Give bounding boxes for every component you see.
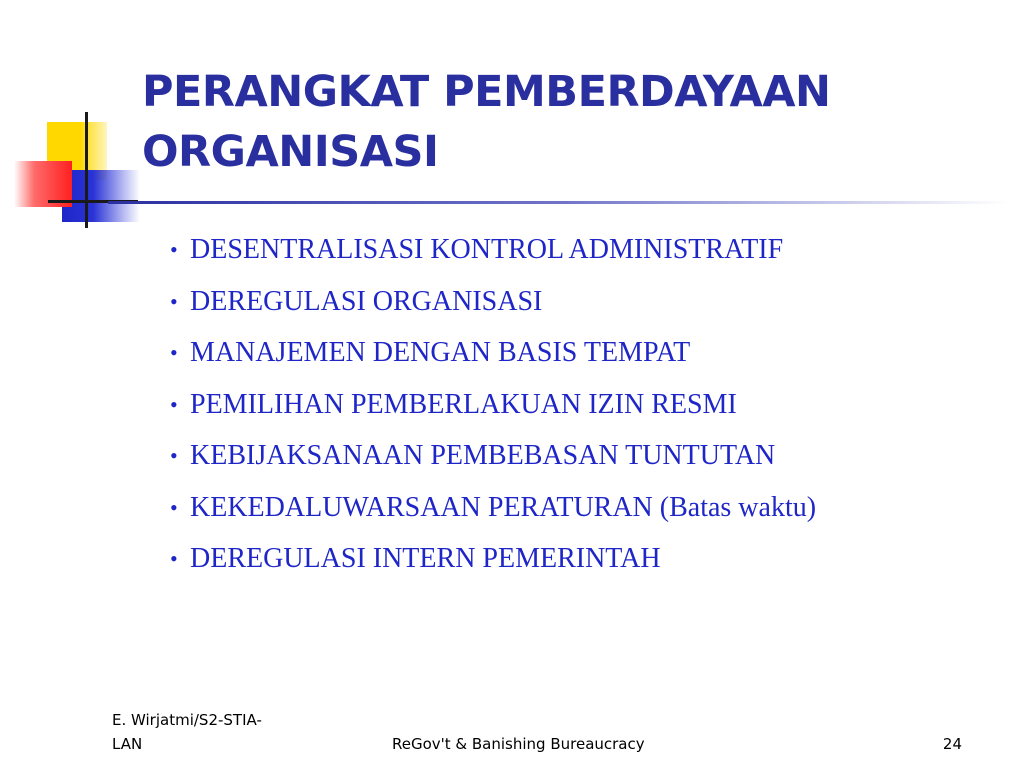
bullet-item — [170, 228, 816, 280]
bullet-dot-icon: • — [170, 546, 178, 571]
bullet-text: MANAJEMEN DENGAN BASIS TEMPAT — [190, 337, 691, 368]
bullet-text: KEKEDALUWARSAAN PERATURAN (Batas waktu) — [190, 491, 817, 523]
bullet-text: DESENTRALISASI KONTROL ADMINISTRATIF — [190, 234, 784, 265]
bullet-item — [170, 383, 816, 435]
footer-center-text: ReGov't & Banishing Bureaucracy — [392, 735, 645, 753]
slide-title — [142, 62, 1012, 182]
title-line-2: ORGANISASI — [142, 127, 439, 177]
bullet-text: PEMILIHAN PEMBERLAKUAN IZIN RESMI — [190, 388, 737, 420]
bullet-item — [170, 486, 816, 538]
bullet-dot-icon: • — [170, 391, 178, 417]
title-underline — [108, 201, 1008, 204]
bullet-text: KEBIJAKSANAAN PEMBEBASAN TUNTUTAN — [190, 440, 776, 471]
bullet-item — [170, 434, 816, 486]
bullet-text: DEREGULASI INTERN PEMERINTAH — [190, 543, 661, 574]
bullet-item — [170, 331, 816, 383]
bullet-item — [170, 537, 816, 589]
bullet-text: DEREGULASI ORGANISASI — [190, 285, 543, 317]
footer-author-line-2: LAN — [112, 735, 143, 753]
vertical-line-decoration — [85, 112, 88, 228]
blue-square-decoration — [62, 170, 140, 222]
title-line-1: PERANGKAT PEMBERDAYAAN — [142, 67, 831, 117]
bullet-dot-icon: • — [170, 237, 178, 262]
bullet-list — [170, 228, 816, 589]
footer-author — [112, 708, 312, 756]
bullet-dot-icon: • — [170, 494, 178, 520]
bullet-item — [170, 280, 816, 332]
slide-logo-decoration — [0, 0, 160, 240]
footer-author-line-1: E. Wirjatmi/S2-STIA- — [112, 711, 262, 729]
bullet-dot-icon: • — [170, 340, 178, 365]
bullet-dot-icon: • — [170, 288, 178, 314]
page-number: 24 — [942, 735, 962, 753]
bullet-dot-icon: • — [170, 443, 178, 468]
